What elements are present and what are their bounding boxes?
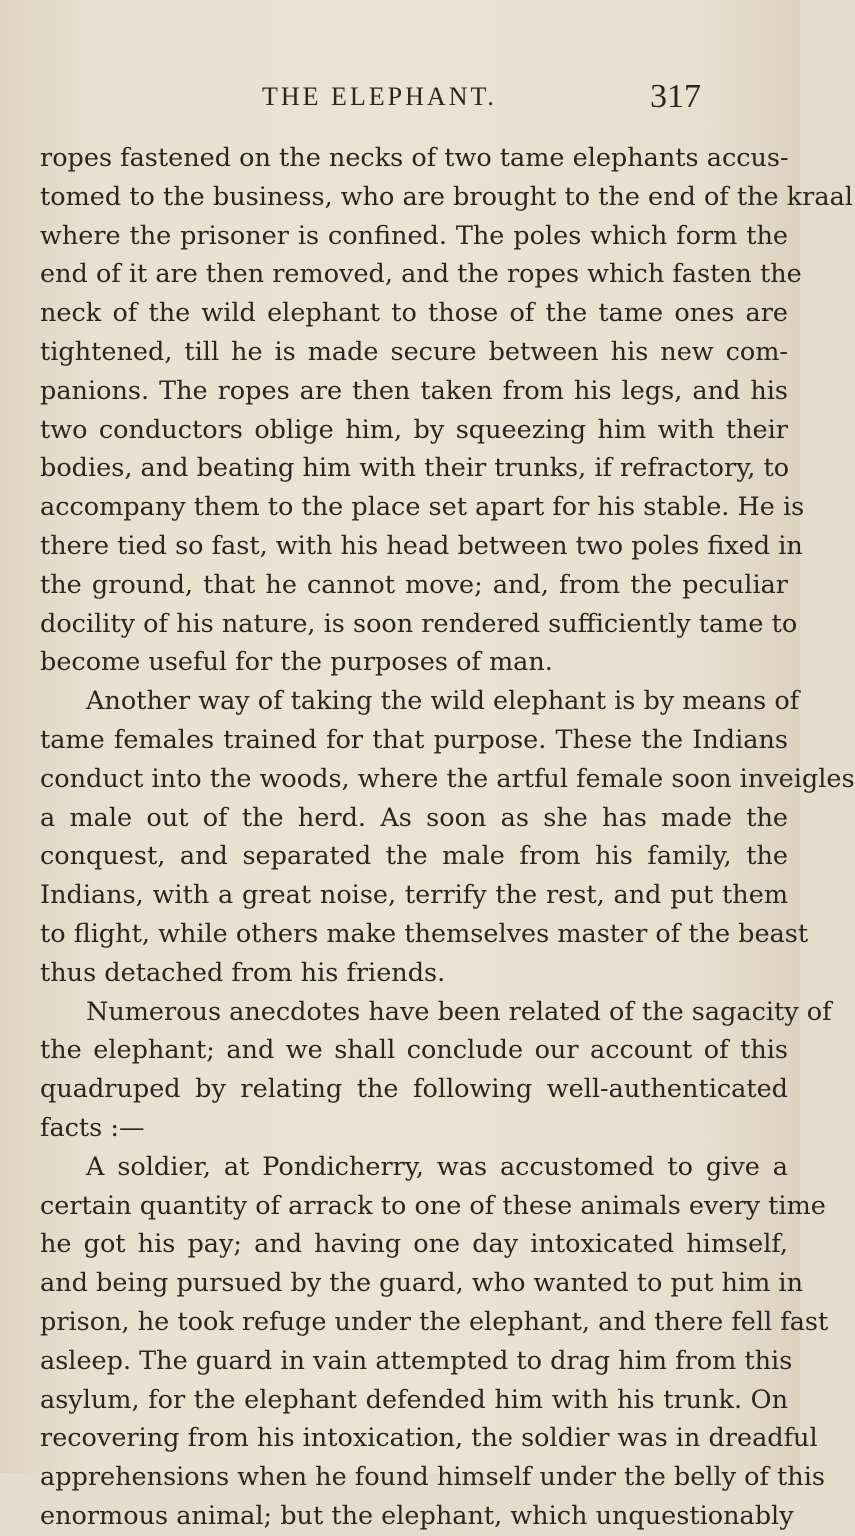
text-line: the elephant; and we shall conclude our account of this [40, 1035, 788, 1066]
text-line: there tied so fast, with his head between two poles fixed in [40, 530, 803, 561]
text-line: enormous animal; but the elephant, which unquestionably [40, 1500, 794, 1531]
text-line: asylum, for the elephant defended him with his trunk. On [40, 1384, 788, 1415]
text-line: become useful for the purposes of man. [40, 647, 553, 678]
text-line: two conductors oblige him, by squeezing him with their [40, 414, 788, 445]
running-head-title: THE ELEPHANT. [262, 82, 497, 111]
text-line: bodies, and beating him with their trunks, if refractory, to [40, 453, 790, 484]
text-line: conquest, and separated the male from his family, the [40, 841, 788, 872]
text-line: neck of the wild elephant to those of the tame ones are [40, 298, 788, 329]
text-line: conduct into the woods, where the artful female soon inveigles [40, 763, 855, 794]
running-head [0, 78, 800, 122]
text-line: A soldier, at Pondicherry, was accustomed to give a [86, 1151, 788, 1182]
text-line: apprehensions when he found himself under the belly of this [40, 1462, 825, 1493]
text-line: end of it are then removed, and the ropes which fasten the [40, 259, 802, 290]
page-number: 317 [650, 78, 701, 115]
text-line: Another way of taking the wild elephant is by means of [86, 686, 800, 717]
text-line: ropes fastened on the necks of two tame elephants accus- [40, 143, 789, 173]
text-line: Indians, with a great noise, terrify the rest, and put them [40, 880, 788, 911]
text-line: quadruped by relating the following well-authenticated [40, 1074, 788, 1105]
text-line: accompany them to the place set apart for his stable. He is [40, 492, 805, 523]
text-line: and being pursued by the guard, who wanted to put him in [40, 1268, 803, 1299]
text-line: he got his pay; and having one day intoxicated himself, [40, 1229, 788, 1260]
text-line: thus detached from his friends. [40, 957, 446, 988]
text-line: facts :— [40, 1112, 145, 1143]
text-line: tightened, till he is made secure between his new com- [40, 336, 788, 367]
text-line: prison, he took refuge under the elephant, and there fell fast [40, 1306, 829, 1337]
text-line: recovering from his intoxication, the soldier was in dreadful [40, 1423, 818, 1454]
text-line: certain quantity of arrack to one of these animals every time [40, 1190, 826, 1221]
text-line: tame females trained for that purpose. These the Indians [40, 724, 788, 755]
text-line: asleep. The guard in vain attempted to drag him from this [40, 1345, 793, 1376]
body-text [0, 139, 855, 1536]
text-line: docility of his nature, is soon rendered sufficiently tame to [40, 608, 798, 639]
text-line: to flight, while others make themselves master of the beast [40, 918, 809, 949]
text-line: where the prisoner is confined. The poles which form the [40, 220, 788, 251]
text-line: panions. The ropes are then taken from his legs, and his [40, 375, 788, 406]
text-line: the ground, that he cannot move; and, from the peculiar [40, 569, 788, 600]
text-line: a male out of the herd. As soon as she has made the [40, 802, 788, 833]
text-line: tomed to the business, who are brought to the end of the kraal [40, 181, 853, 212]
text-line: Numerous anecdotes have been related of the sagacity of [86, 996, 832, 1027]
